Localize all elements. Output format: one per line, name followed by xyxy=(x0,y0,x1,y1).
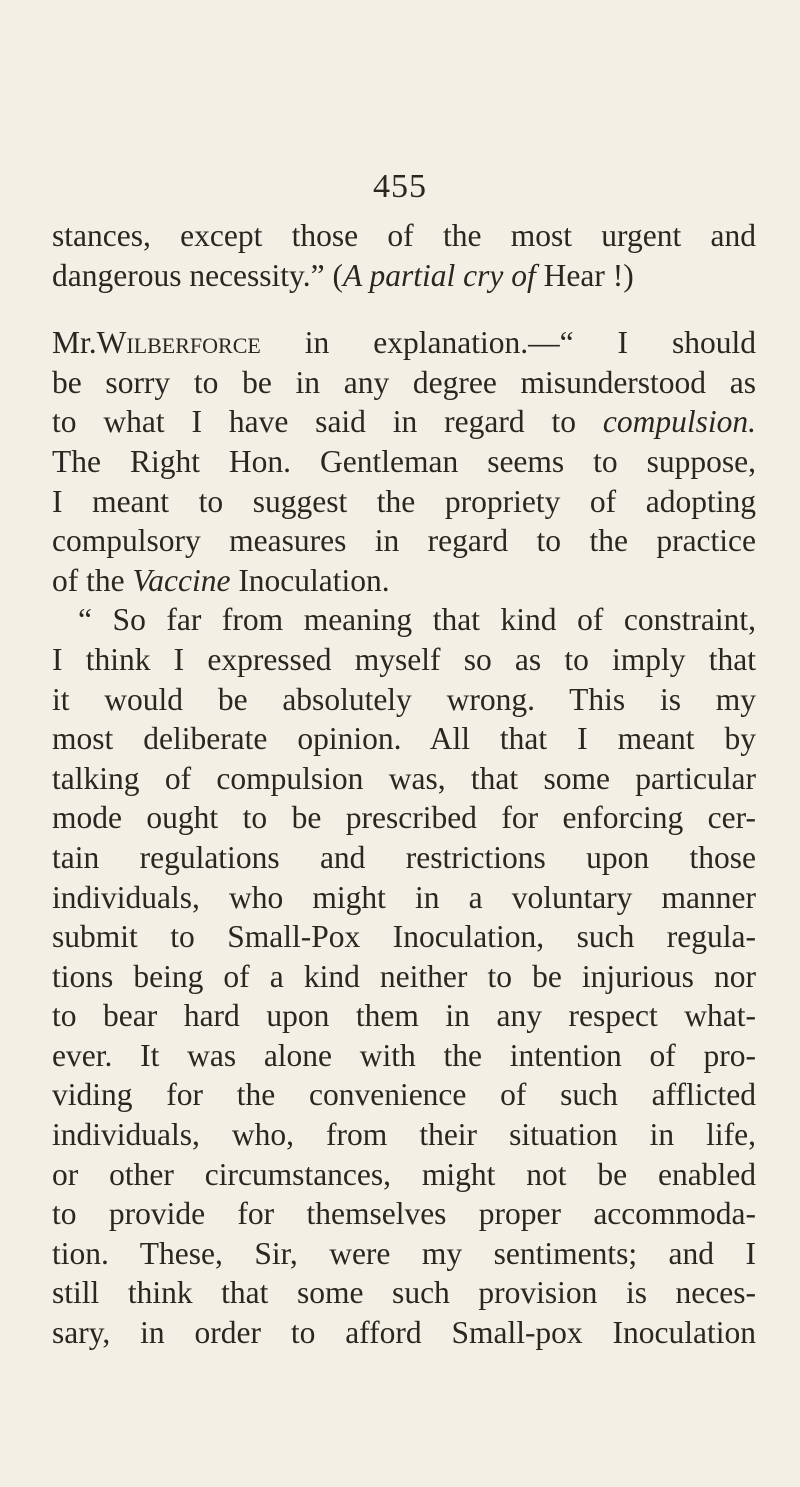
text-line xyxy=(52,1194,756,1234)
text-line xyxy=(52,442,756,482)
text-line xyxy=(52,216,756,256)
text-line xyxy=(52,256,756,296)
text-line xyxy=(52,798,756,838)
text-run: sary, in order to afford Small-pox Inoculation xyxy=(52,1315,756,1351)
text-run: in explanation.—“ I should xyxy=(260,325,756,361)
text-line xyxy=(52,1036,756,1076)
text-run: compulsory measures in regard to the practice xyxy=(52,523,756,559)
italic-text-run: A partial cry of xyxy=(342,257,536,293)
text-line xyxy=(52,878,756,918)
text-line xyxy=(52,957,756,997)
text-run: “ So far from meaning that kind of constraint, xyxy=(78,602,756,638)
text-line xyxy=(52,402,756,442)
text-run: stances, except those of the most urgent and xyxy=(52,218,756,253)
text-run: most deliberate opinion. All that I meant by xyxy=(52,721,756,757)
text-line xyxy=(52,600,756,640)
text-run: ever. It was alone with the intention of pro- xyxy=(52,1037,756,1073)
body-text xyxy=(52,216,756,1353)
text-run: The Right Hon. Gentleman seems to suppose, xyxy=(52,443,756,479)
text-run: individuals, who, from their situation in life, xyxy=(52,1117,756,1153)
text-line xyxy=(52,1155,756,1195)
text-line xyxy=(52,640,756,680)
text-line xyxy=(52,838,756,878)
text-line xyxy=(52,996,756,1036)
text-line xyxy=(52,482,756,522)
text-run: viding for the convenience of such afflicted xyxy=(52,1077,756,1113)
text-run: to provide for themselves proper accommoda- xyxy=(52,1196,756,1232)
text-run: individuals, who might in a voluntary manner xyxy=(52,879,756,915)
italic-text-run: compulsion. xyxy=(602,404,756,440)
text-run: tions being of a kind neither to be injurious nor xyxy=(52,958,756,994)
text-run: dangerous necessity.” ( xyxy=(52,257,343,293)
text-run: talking of compulsion was, that some particular xyxy=(52,760,756,796)
text-line xyxy=(52,1075,756,1115)
text-run: Mr. xyxy=(52,325,97,361)
text-run: Inoculation. xyxy=(230,562,390,598)
text-line xyxy=(52,680,756,720)
text-run: or other circumstances, might not be enabled xyxy=(52,1156,756,1192)
text-line xyxy=(52,1234,756,1274)
smallcaps-text-run: Wilberforce xyxy=(96,325,261,361)
text-run: be sorry to be in any degree misunderstood as xyxy=(52,364,756,400)
text-line xyxy=(52,1313,756,1353)
text-run: still think that some such provision is neces- xyxy=(52,1275,756,1311)
text-run: submit to Small-Pox Inoculation, such regula- xyxy=(52,919,756,955)
text-line xyxy=(52,521,756,561)
text-line xyxy=(52,1115,756,1155)
italic-text-run: Vaccine xyxy=(132,562,231,598)
text-run: tion. These, Sir, were my sentiments; and I xyxy=(52,1235,756,1271)
text-line xyxy=(52,1273,756,1313)
text-run: tain regulations and restrictions upon those xyxy=(52,839,756,875)
text-line xyxy=(52,323,756,363)
text-run: I meant to suggest the propriety of adopting xyxy=(52,483,756,519)
text-line xyxy=(52,759,756,799)
text-run: to bear hard upon them in any respect what- xyxy=(52,998,756,1034)
text-line xyxy=(52,917,756,957)
text-run: I think I expressed myself so as to imply that xyxy=(52,641,756,677)
text-line xyxy=(52,719,756,759)
text-line xyxy=(52,363,756,403)
text-run: mode ought to be prescribed for enforcing cer- xyxy=(52,800,756,836)
page-number: 455 xyxy=(373,168,427,205)
text-line xyxy=(52,561,756,601)
text-run: of the xyxy=(52,562,133,598)
text-run: to what I have said in regard to xyxy=(52,404,603,440)
text-run: Hear !) xyxy=(535,257,634,293)
paragraph-gap xyxy=(52,295,756,323)
text-run: it would be absolutely wrong. This is my xyxy=(52,681,756,717)
